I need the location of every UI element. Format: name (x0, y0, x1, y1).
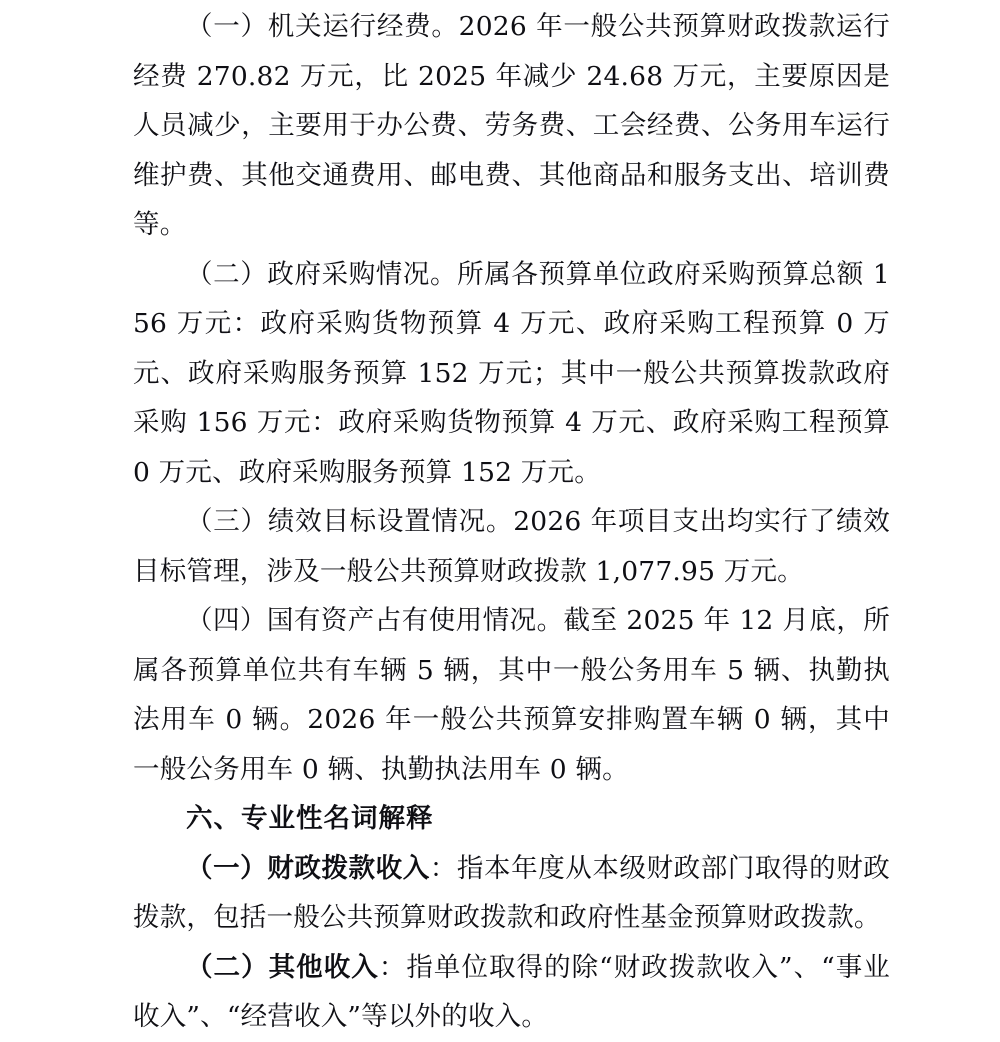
paragraph-government-procurement: （二）政府采购情况。所属各预算单位政府采购预算总额 156 万元：政府采购货物预算 4 万元、政府采购工程预算 0 万元、政府采购服务预算 152 万元；其中一般公共预算拨款政府采购 156 万元：政府采购货物预算 4 万元、政府采购工程预算 0 万元、政府采购服务预算 152 万元。 (133, 258, 890, 488)
paragraph-performance-targets: （三）绩效目标设置情况。2026 年项目支出均实行了绩效目标管理，涉及一般公共预算财政拨款 1,077.95 万元。 (133, 506, 890, 587)
document-body (133, 0, 890, 1042)
paragraph-state-owned-assets: （四）国有资产占有使用情况。截至 2025 年 12 月底，所属各预算单位共有车辆 5 辆，其中一般公务用车 5 辆、执勤执法用车 0 辆。2026 年一般公共预算安排购置车辆 0 辆，其中一般公务用车 0 辆、执勤执法用车 0 辆。 (133, 605, 890, 785)
term-label: （二）其他收入 (186, 951, 379, 983)
paragraph-operating-expenses: （一）机关运行经费。2026 年一般公共预算财政拨款运行经费 270.82 万元，比 2025 年减少 24.68 万元，主要原因是人员减少，主要用于办公费、劳务费、工会经费、公务用车运行维护费、其他交通费用、邮电费、其他商品和服务支出、培训费等。 (133, 11, 890, 240)
paragraph-term-fiscal-appropriation-income: （一）财政拨款收入：指本年度从本级财政部门取得的财政拨款，包括一般公共预算财政拨款和政府性基金预算财政拨款。 (133, 852, 890, 933)
term-label: （一）财政拨款收入 (186, 852, 430, 884)
heading-terminology: 六、专业性名词解释 (186, 803, 434, 834)
paragraph-term-other-income: （二）其他收入：指单位取得的除“财政拨款收入”、“事业收入”、“经营收入”等以外的收入。 (133, 951, 890, 1032)
